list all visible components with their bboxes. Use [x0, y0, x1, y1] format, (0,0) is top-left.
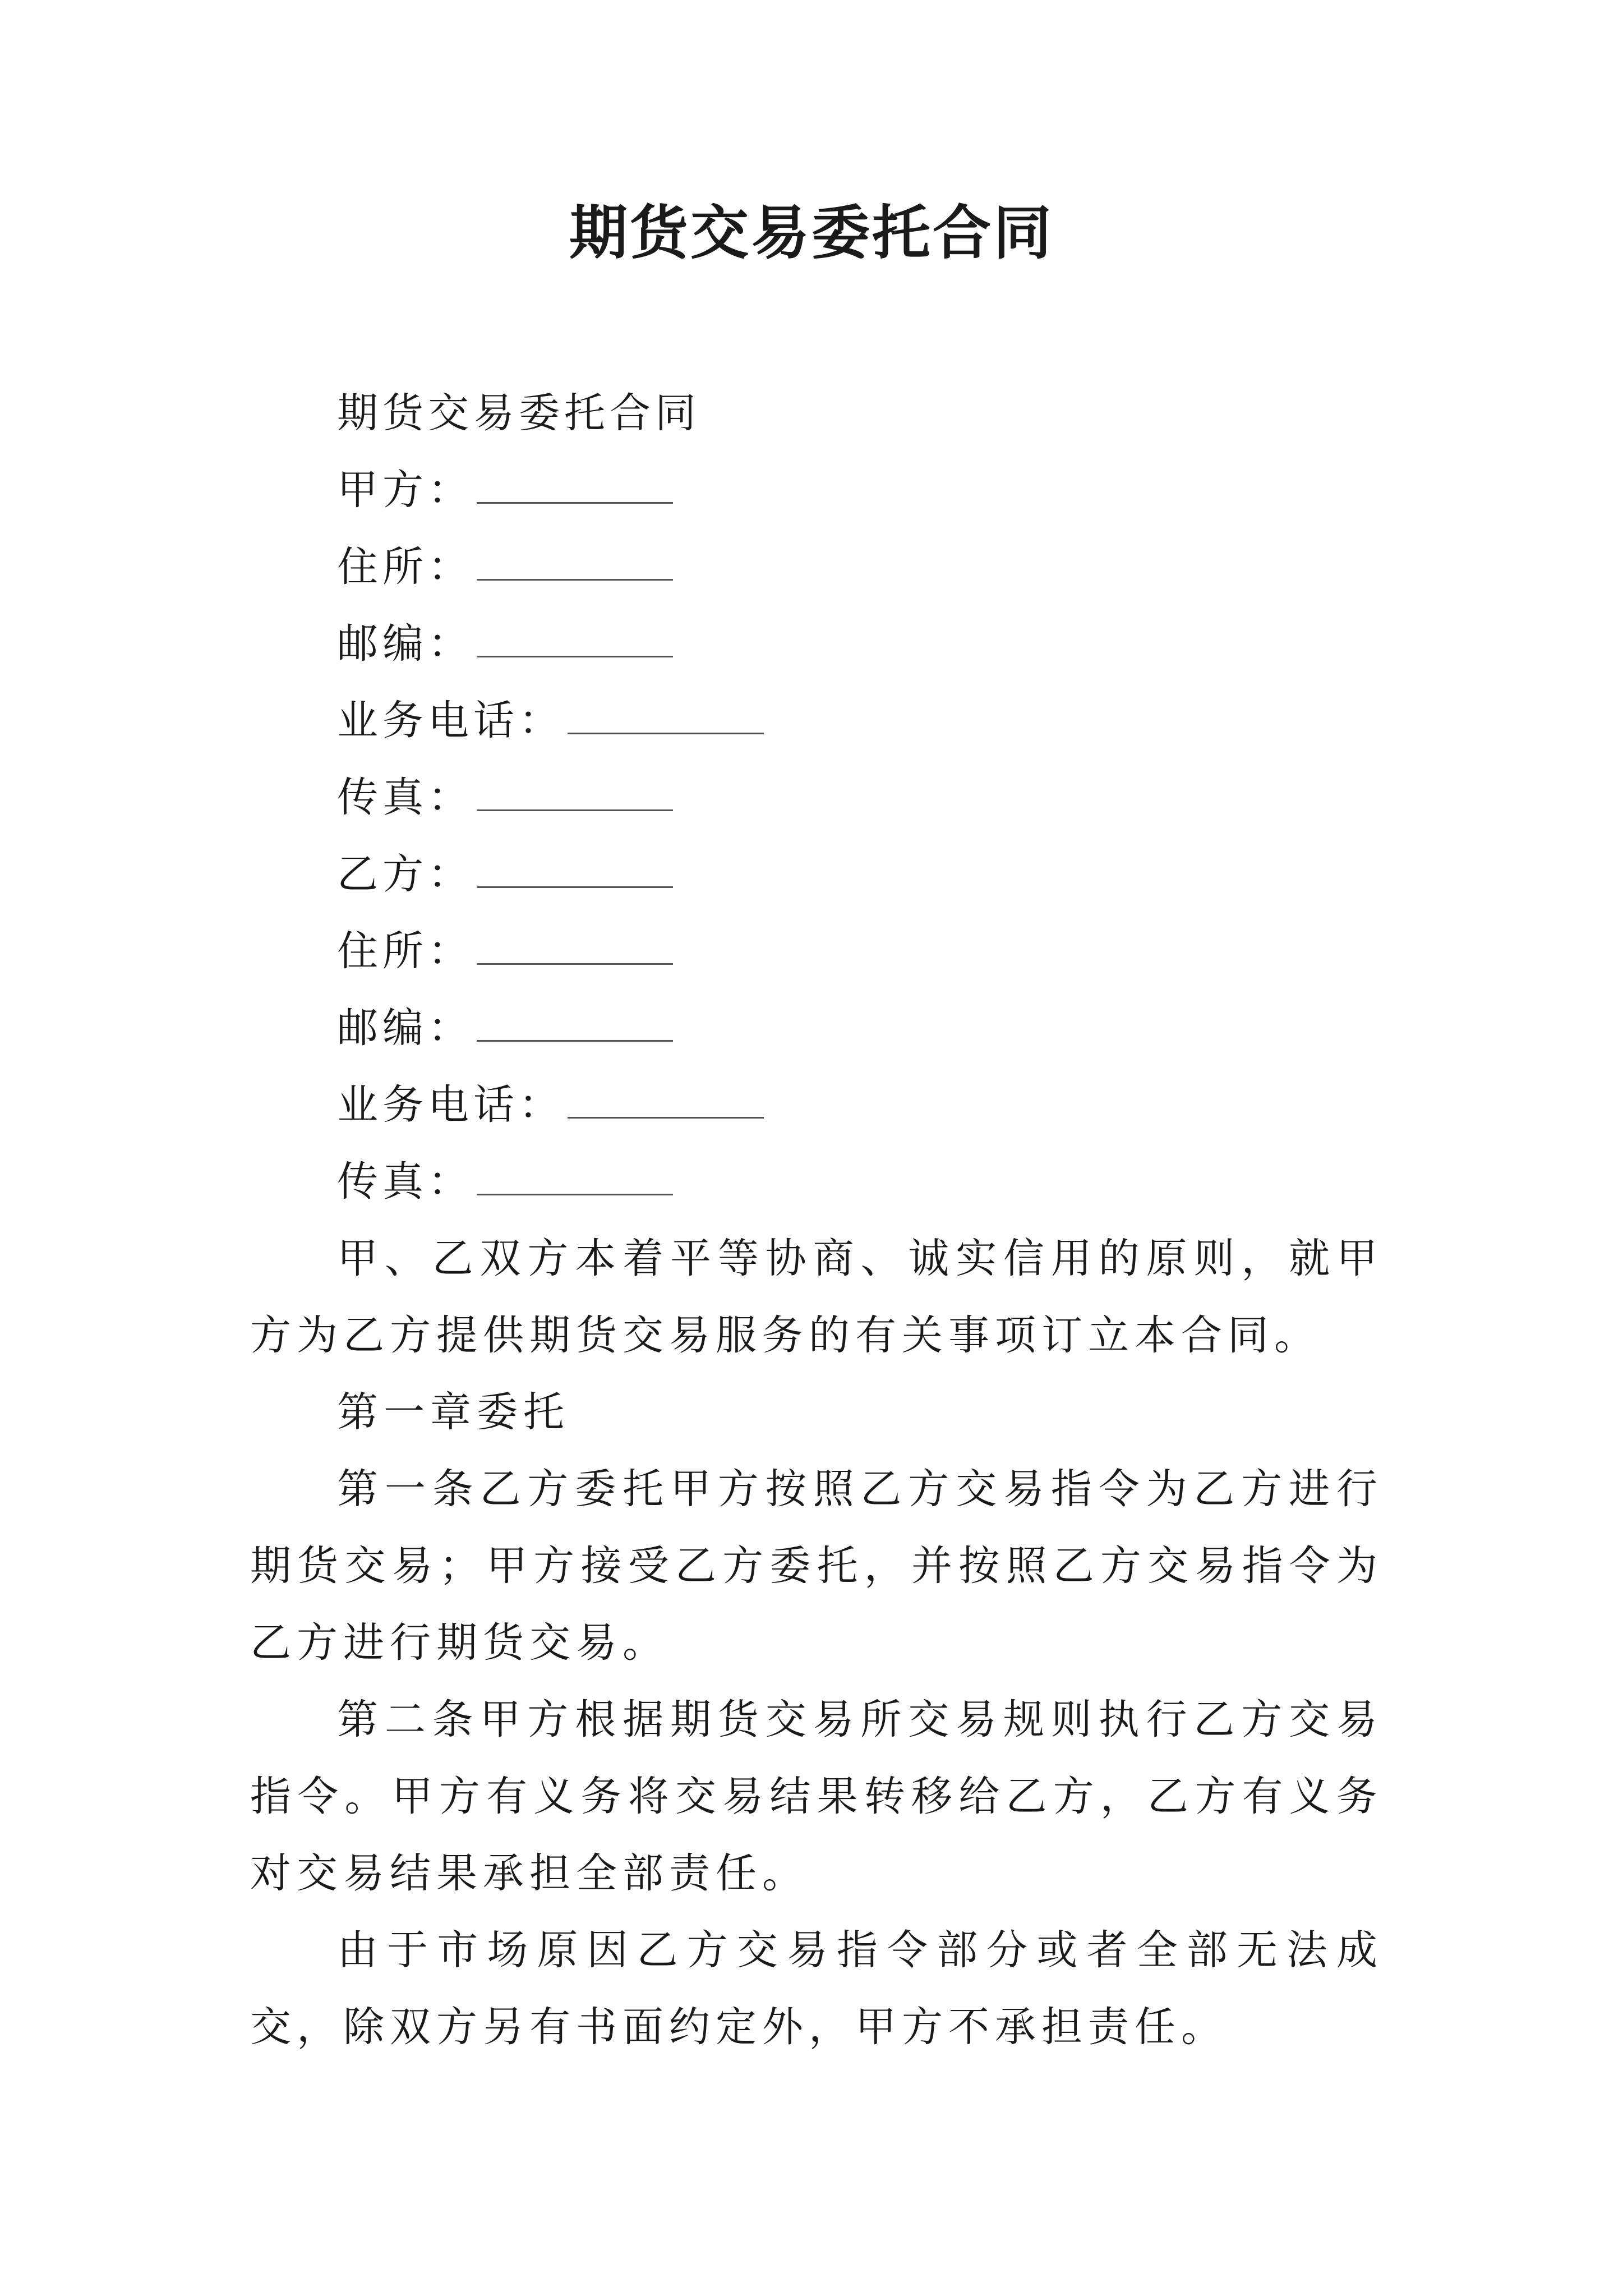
field-party-a-phone: [250, 682, 1383, 759]
field-label: 业务电话：: [337, 697, 564, 744]
paragraph-article-2: 第二条甲方根据期货交易所交易规则执行乙方交易指令。甲方有义务将交易结果转移给乙方，乙方有义务对交易结果承担全部责任。: [250, 1696, 1383, 1897]
fill-in-blank: [477, 993, 673, 1042]
fill-in-blank: [477, 609, 673, 657]
field-label: 业务电话：: [337, 1081, 564, 1129]
field-label: 传真：: [337, 1158, 473, 1205]
field-label: 住所：: [337, 543, 473, 591]
field-party-b: [250, 836, 1383, 913]
contract-subtitle: 期货交易委托合同: [337, 389, 700, 437]
field-party-b-postcode: [250, 990, 1383, 1066]
fill-in-blank: [568, 1070, 764, 1119]
field-party-a-fax: [250, 759, 1383, 836]
field-label: 邮编：: [337, 620, 473, 668]
fill-in-blank: [477, 455, 673, 504]
chapter-heading: 第一章委托: [337, 1388, 570, 1436]
field-party-a: [250, 452, 1383, 528]
field-party-b-phone: [250, 1066, 1383, 1143]
field-party-b-address: [250, 913, 1383, 990]
paragraph-article-1: 第一条乙方委托甲方按照乙方交易指令为乙方进行期货交易；甲方接受乙方委托，并按照乙方交易指令为乙方进行期货交易。: [250, 1465, 1383, 1667]
field-label: 传真：: [337, 774, 473, 821]
paragraph-article-2-note: 由于市场原因乙方交易指令部分或者全部无法成交，除双方另有书面约定外，甲方不承担责任。: [250, 1926, 1383, 2051]
paragraph-preamble: 甲、乙双方本着平等协商、诚实信用的原则，就甲方为乙方提供期货交易服务的有关事项订立本合同。: [250, 1235, 1383, 1359]
fill-in-blank: [477, 1147, 673, 1195]
field-party-a-address: [250, 528, 1383, 605]
document-title: 期货交易委托合同: [569, 198, 1054, 267]
field-party-b-fax: [250, 1143, 1383, 1220]
fill-in-blank: [477, 916, 673, 965]
field-label: 邮编：: [337, 1004, 473, 1052]
field-label: 甲方：: [337, 466, 473, 514]
fill-in-blank: [568, 685, 764, 734]
fill-in-blank: [477, 532, 673, 581]
field-label: 乙方：: [337, 850, 473, 898]
fill-in-blank: [477, 839, 673, 888]
fill-in-blank: [477, 762, 673, 811]
document-body: [250, 375, 1383, 2065]
field-party-a-postcode: [250, 605, 1383, 682]
field-label: 住所：: [337, 927, 473, 975]
